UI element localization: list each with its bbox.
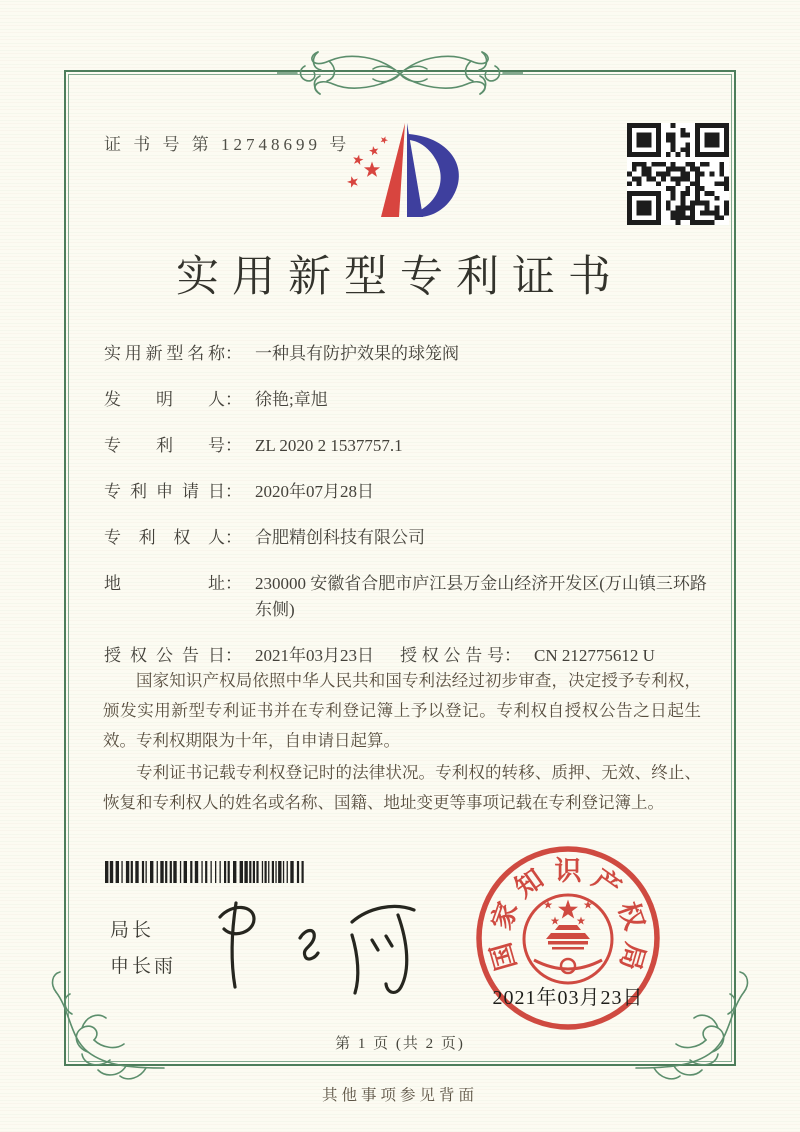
field-colon: ： xyxy=(225,344,242,363)
field-application-date xyxy=(104,479,710,505)
field-patent-number xyxy=(104,433,710,459)
legal-paragraph-1: 国家知识产权局依照中华人民共和国专利法经过初步审查，决定授予专利权，颁发实用新型专利证书并在专利登记簿上予以登记。专利权自授权公告之日起生效。专利权期限为十年，自申请日起算。 xyxy=(103,671,701,750)
field-label: 地址 xyxy=(104,574,225,593)
qr-code xyxy=(627,123,729,225)
field-colon: ： xyxy=(225,482,242,501)
barcode xyxy=(105,861,310,883)
seal-date: 2021年03月23日 xyxy=(492,987,644,1009)
field-value: 230000 安徽省合肥市庐江县万金山经济开发区(万山镇三环路东侧) xyxy=(255,574,707,619)
field-colon: ： xyxy=(225,436,242,455)
field-colon: ： xyxy=(225,646,242,665)
director-name: 申长雨 xyxy=(110,956,177,977)
field-value: 合肥精创科技有限公司 xyxy=(255,528,425,547)
field-label: 实用新型名称 xyxy=(104,344,225,363)
field-label: 专利申请日 xyxy=(104,482,225,501)
field-inventor xyxy=(104,387,710,413)
field-label: 发明人 xyxy=(104,390,225,409)
svg-text:识: 识 xyxy=(554,856,582,886)
top-scroll-ornament-icon xyxy=(277,44,523,102)
grant-number-label: 授权公告号 xyxy=(400,646,504,665)
field-value: 2020年07月28日 xyxy=(255,482,374,501)
field-colon: ： xyxy=(225,528,242,547)
certificate-number: 证 书 号 第 12748699 号 xyxy=(104,135,351,154)
certificate-fields xyxy=(104,341,710,669)
page-number: 第 1 页 (共 2 页) xyxy=(335,1036,465,1052)
svg-text:权: 权 xyxy=(612,898,650,934)
bottom-left-corner-ornament-icon xyxy=(36,970,168,1084)
director-block xyxy=(110,913,176,985)
grant-date-label: 授权公告日 xyxy=(104,646,225,665)
field-colon: ： xyxy=(504,646,521,665)
field-value: ZL 2020 2 1537757.1 xyxy=(255,436,403,455)
back-side-note: 其他事项参见背面 xyxy=(321,1087,478,1104)
field-value: 一种具有防护效果的球笼阀 xyxy=(255,344,459,363)
field-label: 专利权人 xyxy=(104,528,225,547)
grant-date-value: 2021年03月23日 xyxy=(255,646,374,665)
field-patentee xyxy=(104,525,710,551)
svg-text:产: 产 xyxy=(587,863,627,904)
field-colon: ： xyxy=(225,390,242,409)
director-signature xyxy=(200,885,440,1000)
director-title: 局长 xyxy=(110,920,155,941)
cnipa-logo-icon xyxy=(330,110,482,237)
grant-number-value: CN 212775612 U xyxy=(534,646,655,665)
field-label: 专利号 xyxy=(104,436,225,455)
field-utility-model-name xyxy=(104,341,710,367)
field-address xyxy=(104,571,710,623)
certificate-title: 实用新型专利证书 xyxy=(176,254,624,301)
svg-text:家: 家 xyxy=(486,898,524,934)
field-colon: ： xyxy=(225,574,242,593)
legal-paragraph-2: 专利证书记载专利权登记时的法律状况。专利权的转移、质押、无效、终止、恢复和专利权人的姓名或名称、国籍、地址变更等事项记载在专利登记簿上。 xyxy=(103,763,701,812)
svg-text:局: 局 xyxy=(614,939,651,974)
svg-text:知: 知 xyxy=(509,863,549,904)
field-value: 徐艳;章旭 xyxy=(255,390,328,409)
legal-text xyxy=(103,666,701,820)
svg-text:国: 国 xyxy=(485,939,522,974)
